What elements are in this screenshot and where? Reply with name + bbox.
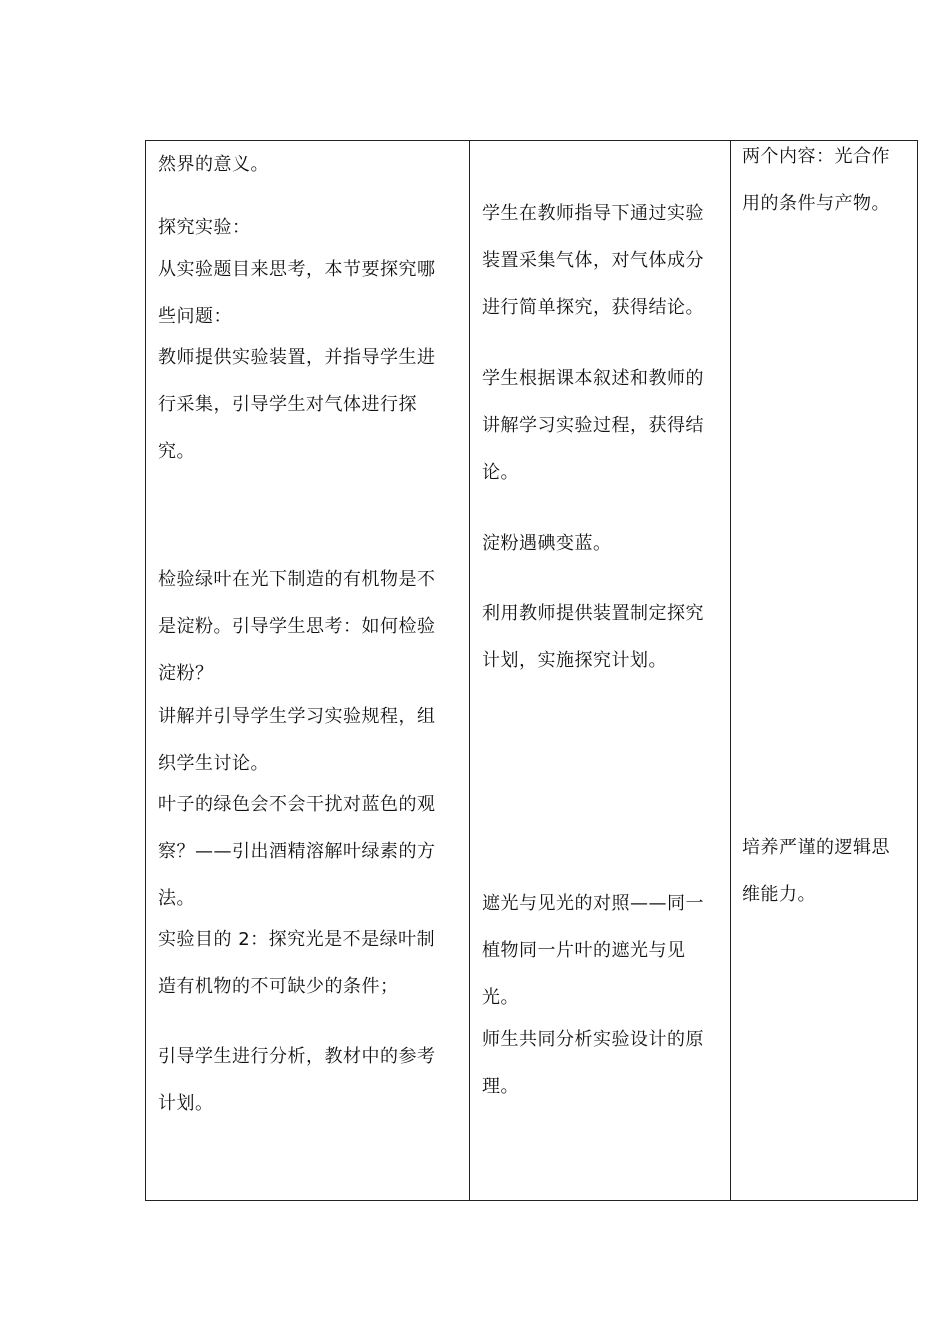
teacher-text-inquiry-heading — [158, 204, 458, 251]
text-line: 从实验题目来思考，本节要探究哪 — [158, 259, 436, 280]
teacher-text-goal-2 — [158, 916, 458, 1010]
text-line: 行采集，引导学生对气体进行探 — [158, 394, 417, 415]
teacher-text-analysis — [158, 1033, 458, 1127]
student-text-plan — [482, 590, 722, 684]
text-line: 论。 — [482, 462, 519, 483]
text-line: 探究实验： — [158, 217, 251, 238]
text-line: 两个内容：光合作 — [742, 146, 890, 167]
column-divider-1 — [469, 141, 470, 1200]
text-line: 实验目的 2：探究光是不是绿叶制 — [158, 929, 436, 950]
student-text-learn-process — [482, 355, 722, 496]
text-line: 进行简单探究，获得结论。 — [482, 297, 704, 318]
text-line: 用的条件与产物。 — [742, 193, 890, 214]
text-line: 造有机物的不可缺少的条件； — [158, 976, 399, 997]
text-line: 遮光与见光的对照——同一 — [482, 893, 704, 914]
student-text-light-shade — [482, 880, 722, 1021]
text-line: 法。 — [158, 888, 195, 909]
text-line: 是淀粉。引导学生思考：如何检验 — [158, 616, 436, 637]
text-line: 教师提供实验装置，并指导学生进 — [158, 347, 436, 368]
student-text-design-principle — [482, 1016, 722, 1110]
text-line: 些问题： — [158, 306, 232, 327]
text-line: 讲解学习实验过程，获得结 — [482, 415, 704, 436]
teacher-text-procedure — [158, 693, 458, 787]
text-line: 装置采集气体，对气体成分 — [482, 250, 704, 271]
text-line: 培养严谨的逻辑思 — [742, 837, 890, 858]
text-line: 理。 — [482, 1076, 519, 1097]
text-line: 淀粉遇碘变蓝。 — [482, 533, 612, 554]
teacher-text-questions — [158, 246, 458, 340]
teacher-text-starch-test — [158, 556, 458, 697]
column-divider-2 — [730, 141, 731, 1200]
teacher-text-collect-gas — [158, 334, 458, 475]
intent-text-contents — [742, 133, 912, 227]
text-line: 然界的意义。 — [158, 154, 269, 175]
text-line: 引导学生进行分析，教材中的参考 — [158, 1046, 436, 1067]
text-line: 计划。 — [158, 1093, 214, 1114]
intent-text-logic — [742, 824, 912, 918]
text-line: 察？——引出酒精溶解叶绿素的方 — [158, 841, 436, 862]
text-line: 淀粉？ — [158, 663, 214, 684]
teacher-text-alcohol — [158, 781, 458, 922]
text-line: 叶子的绿色会不会干扰对蓝色的观 — [158, 794, 436, 815]
lesson-plan-table — [145, 140, 918, 1201]
text-line: 究。 — [158, 441, 195, 462]
text-line: 植物同一片叶的遮光与见 — [482, 940, 686, 961]
teacher-text-intro — [158, 141, 458, 188]
text-line: 学生根据课本叙述和教师的 — [482, 368, 704, 389]
text-line: 维能力。 — [742, 884, 816, 905]
text-line: 光。 — [482, 987, 519, 1008]
text-line: 师生共同分析实验设计的原 — [482, 1029, 704, 1050]
text-line: 织学生讨论。 — [158, 753, 269, 774]
text-line: 讲解并引导学生学习实验规程，组 — [158, 706, 436, 727]
text-line: 计划，实施探究计划。 — [482, 650, 667, 671]
text-line: 检验绿叶在光下制造的有机物是不 — [158, 569, 436, 590]
text-line: 利用教师提供装置制定探究 — [482, 603, 704, 624]
text-line: 学生在教师指导下通过实验 — [482, 203, 704, 224]
student-text-gas-inquiry — [482, 190, 722, 331]
student-text-iodine — [482, 520, 722, 567]
